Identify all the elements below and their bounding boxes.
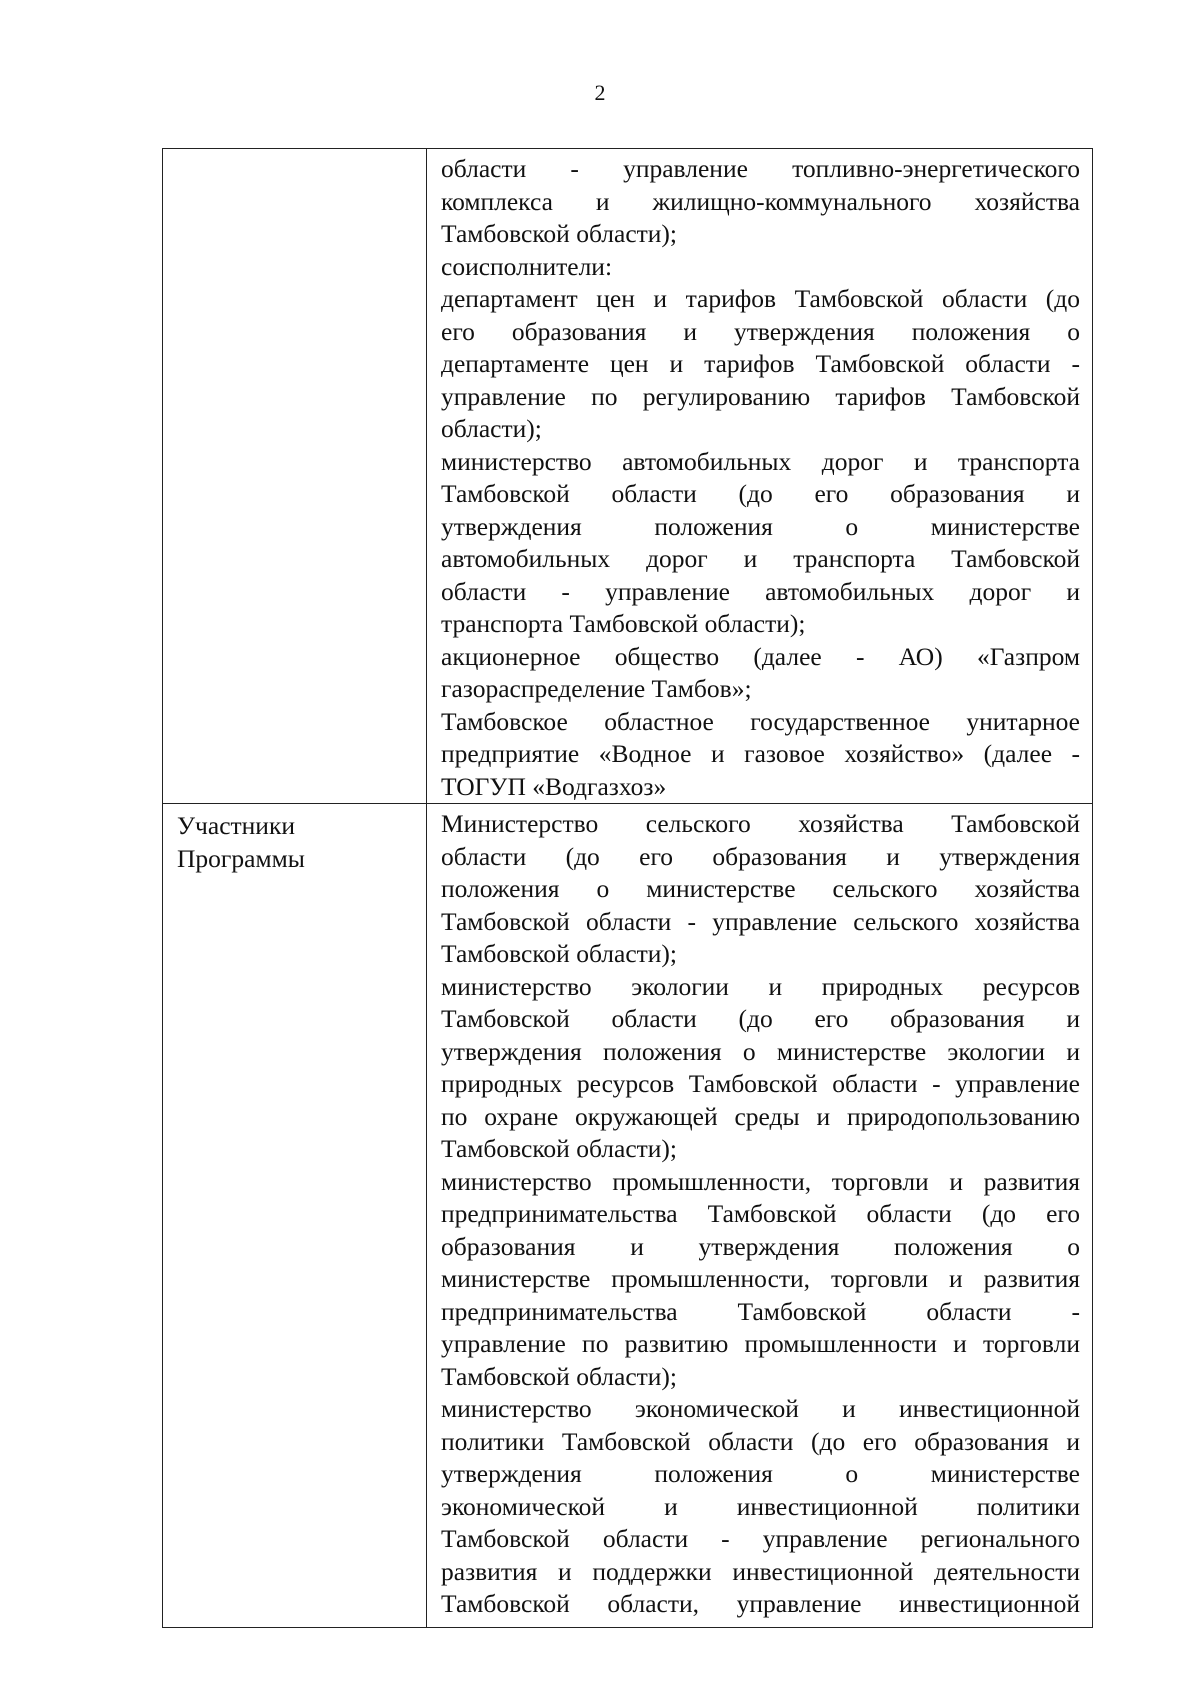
- row-label-line: Участники: [177, 811, 295, 840]
- text-line: Тамбовской области (до его образования и: [441, 1004, 1080, 1033]
- text-line: управление по регулированию тарифов Тамбовской: [441, 381, 1080, 411]
- text-line: образования и утверждения положения о: [441, 1231, 1080, 1261]
- text-line: области - управление автомобильных дорог и: [441, 576, 1080, 606]
- text-line: автомобильных дорог и транспорта Тамбовской: [441, 544, 1080, 573]
- text-line: политики Тамбовской области (до его образования и: [441, 1426, 1080, 1456]
- row-content-cell: [427, 149, 1093, 804]
- text-line: Тамбовской области, управление инвестиционной: [441, 1589, 1080, 1618]
- text-line: Тамбовской области (до его образования и: [441, 479, 1080, 508]
- table-row: [163, 149, 1093, 804]
- text-line: ТОГУП «Водгазхоз»: [441, 771, 667, 801]
- text-line: Тамбовской области);: [441, 1361, 678, 1391]
- text-line: министерство промышленности, торговли и развития: [441, 1166, 1080, 1196]
- row-label-line: Программы: [177, 843, 305, 873]
- text-line: области);: [441, 414, 542, 443]
- text-line: министерство экологии и природных ресурсов: [441, 971, 1080, 1001]
- row-label-cell: [163, 804, 427, 1628]
- text-line: Тамбовской области);: [441, 1134, 678, 1163]
- text-line: акционерное общество (далее - АО) «Газпром: [441, 641, 1080, 671]
- text-line: природных ресурсов Тамбовской области - управление: [441, 1069, 1080, 1098]
- text-line: развития и поддержки инвестиционной деятельности: [441, 1556, 1080, 1586]
- text-line: утверждения положения о министерстве: [441, 511, 1080, 541]
- text-line: области (до его образования и утверждения: [441, 841, 1080, 871]
- text-line: Министерство сельского хозяйства Тамбовской: [441, 809, 1080, 838]
- page-number: 2: [594, 80, 606, 105]
- text-line: Тамбовской области - управление сельского хозяйства: [441, 906, 1080, 936]
- text-line: Тамбовской области);: [441, 939, 678, 968]
- text-line: газораспределение Тамбов»;: [441, 674, 752, 703]
- text-line: предпринимательства Тамбовской области -: [441, 1296, 1080, 1326]
- program-passport-table: [162, 148, 1093, 1628]
- text-line: Тамбовской области - управление регионального: [441, 1524, 1080, 1553]
- text-line: комплекса и жилищно-коммунального хозяйства: [441, 186, 1080, 216]
- text-line: утверждения положения о министерстве: [441, 1459, 1080, 1488]
- text-line: соисполнители:: [441, 251, 613, 281]
- text-line: департамент цен и тарифов Тамбовской области (до: [441, 284, 1080, 313]
- text-line: Тамбовской области);: [441, 219, 678, 248]
- text-line: положения о министерстве сельского хозяйства: [441, 874, 1080, 903]
- row-label-cell: [163, 149, 427, 804]
- text-line: предпринимательства Тамбовской области (до его: [441, 1199, 1080, 1228]
- text-line: его образования и утверждения положения о: [441, 316, 1080, 346]
- text-line: по охране окружающей среды и природопользованию: [441, 1101, 1080, 1131]
- text-line: области - управление топливно-энергетического: [441, 154, 1080, 183]
- row-content-cell: [427, 804, 1093, 1628]
- text-line: департаменте цен и тарифов Тамбовской области -: [441, 349, 1080, 378]
- text-line: экономической и инвестиционной политики: [441, 1491, 1080, 1521]
- text-line: транспорта Тамбовской области);: [441, 609, 806, 638]
- text-line: управление по развитию промышленности и торговли: [441, 1329, 1080, 1358]
- text-line: министерстве промышленности, торговли и развития: [441, 1264, 1080, 1293]
- text-line: утверждения положения о министерстве экологии и: [441, 1036, 1080, 1066]
- text-line: Тамбовское областное государственное унитарное: [441, 706, 1080, 736]
- text-line: министерство экономической и инвестиционной: [441, 1394, 1080, 1423]
- text-line: министерство автомобильных дорог и транспорта: [441, 446, 1080, 476]
- text-line: предприятие «Водное и газовое хозяйство» (далее -: [441, 739, 1080, 768]
- table-row: [163, 804, 1093, 1628]
